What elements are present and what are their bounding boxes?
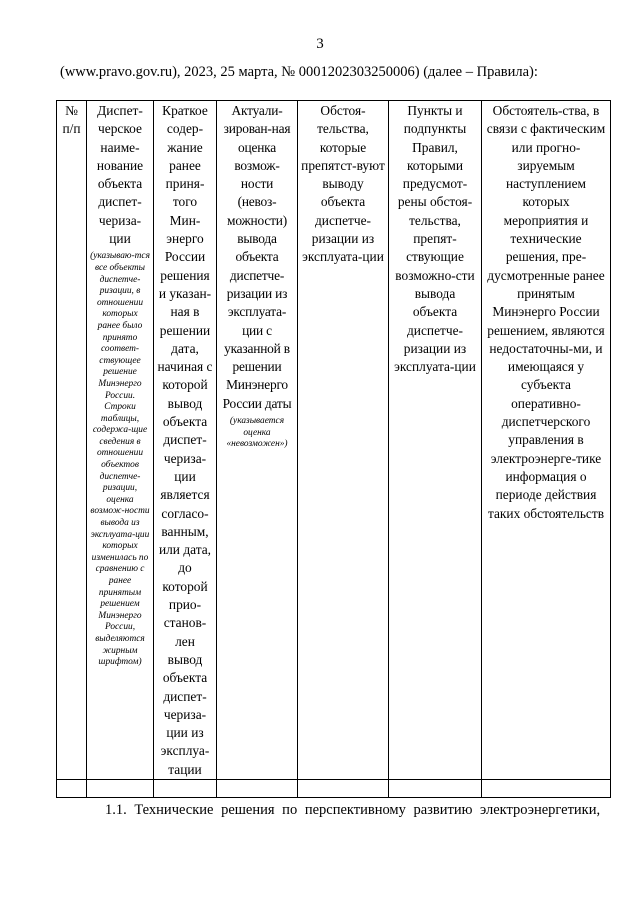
header-cell-rule-points	[389, 101, 482, 780]
header-cell-circumstances	[482, 101, 611, 780]
intro-text: (www.pravo.gov.ru), 2023, 25 марта, № 0001202303250006) (далее – Правила):	[60, 64, 538, 80]
header-cell-obstacles	[298, 101, 389, 780]
decision-table	[56, 100, 611, 798]
empty-cell	[389, 779, 482, 797]
header-rule-points-label: Пункты и подпункты Правил, которыми предусмот-рены обстоя-тельства, препят-ствующие возможно-сти вывода объекта диспетче-ризации из эксплуата-ции	[394, 103, 476, 375]
table-header-row	[57, 101, 611, 780]
header-updated-assessment-note: (указывается оценка «невозможен»)	[226, 416, 288, 450]
header-object-name-note: (указываю-тся все объекты диспетче-ризации, в отношении которых ранее было принято соответ-ствующее решение Минэнерго России. Строки таблицы, содержа-щие сведения в отношении объектов диспетче-ризации, оценка возмож-ности вывода из эксплуата-ции которых изменилась по сравнению с ранее принятым решением Минэнерго России, выделяются жирным шрифтом)	[90, 251, 150, 668]
section-heading-text: 1.1. Технические решения по перспективному развитию электроэнергетики,	[105, 802, 601, 818]
empty-cell	[482, 779, 611, 797]
page-number: 3	[316, 36, 324, 52]
empty-cell	[57, 779, 87, 797]
header-cell-object-name	[87, 101, 154, 780]
header-cell-decision-summary	[154, 101, 217, 780]
header-cell-number	[57, 101, 87, 780]
empty-cell	[217, 779, 298, 797]
empty-cell	[87, 779, 154, 797]
header-object-name-label: Диспет-черское наиме-нование объекта диспет-чериза-ции	[96, 103, 144, 247]
header-cell-updated-assessment	[217, 101, 298, 780]
empty-cell	[154, 779, 217, 797]
header-circumstances-label: Обстоятель-ства, в связи с фактическим или прогно-зируемым наступлением которых мероприятия и технические решения, пре-дусмотренные ранее принятым Минэнерго России решением, являются недостаточны-ми, и имеющаяся у субъекта оперативно-диспетчерского управления в электроэнерге-тике информация о периоде действия таких обстоятельств	[486, 103, 606, 521]
header-number-label: № п/п	[62, 103, 81, 137]
header-obstacles-label: Обстоя-тельства, которые препятст-вуют выводу объекта диспетче-ризации из эксплуата-ции	[301, 103, 385, 265]
header-updated-assessment-label: Актуали-зирован-ная оценка возмож-ности (невоз-можности) вывода объекта диспетче-ризации из эксплуата-ции с указанной в решении Минэнерго России даты	[222, 103, 292, 411]
empty-cell	[298, 779, 389, 797]
table-empty-row	[57, 779, 611, 797]
header-decision-summary-label: Краткое содер-жание ранее приня-того Мин-энерго России решения и указан-ная в решении дата, начиная с которой вывод объекта диспет-чериза-ции является согласо-ванным, или дата, до которой прио-станов-лен вывод объекта диспет-чериза-ции из эксплуа-тации	[157, 103, 213, 777]
